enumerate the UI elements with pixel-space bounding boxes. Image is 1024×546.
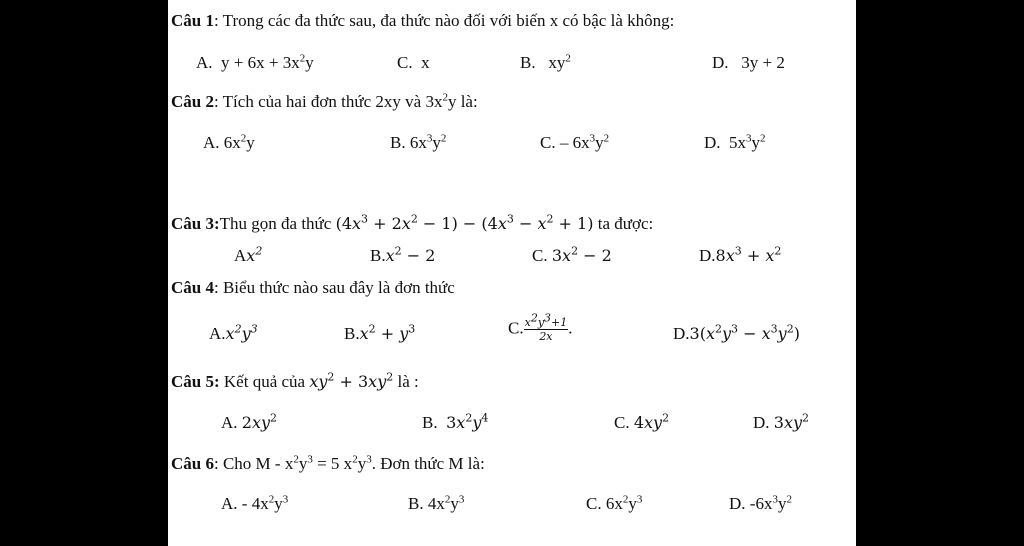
sum-expression: $xy^2 + 3xy^2$ — [309, 370, 394, 391]
option-expr: $3x^2y^4$ — [446, 411, 489, 432]
option-5a: A. $2xy^2$ — [221, 411, 278, 432]
option-1d: D. 3y + 2 — [712, 53, 785, 72]
option-expr: $3x^2 - 2$ — [551, 244, 612, 265]
option-4d: $D.3(x^2y^3 - x^3y^2)$ — [673, 322, 800, 343]
option-3d: $D.8x^3 + x^2$ — [699, 244, 782, 265]
question-6: Câu 6: Cho $M - x^2y^3 = 5$ $x^2y^3$. Đơn thức M là: — [171, 453, 485, 473]
question-label: Câu 2 — [171, 92, 214, 111]
option-expr: $2xy^2$ — [241, 411, 278, 432]
option-expr: – $6x^3y^2$ — [559, 132, 610, 152]
option-2a: A. $6x^2y$ — [203, 132, 255, 152]
question-4: Câu 4: Biểu thức nào sau đây là đơn thức — [171, 278, 455, 297]
option-expr: $x^2y^3$ — [225, 322, 258, 343]
option-expr: $3xy^2$ — [773, 411, 810, 432]
option-2d: D. $5x^3y^2$ — [704, 132, 766, 152]
option-4c: C. $\frac{x^2y^3+1}{2x}$ . — [508, 311, 573, 343]
document-page — [168, 0, 856, 546]
option-3a: Ax$^2$ — [234, 244, 263, 265]
question-1: Câu 1: Trong các đa thức sau, đa thức nào đối với biến x có bậc là không: — [171, 11, 675, 30]
question-5: Câu 5: Kết quả của $xy^2 + 3xy^2$ là : — [171, 370, 419, 391]
option-expr: $x^2$ — [246, 244, 263, 265]
option-5c: C. $4xy^2$ — [614, 411, 670, 432]
option-expr: $y + 6x + 3x^2y$ — [221, 52, 314, 72]
option-6c: C. $6x^2y^3$ — [586, 493, 643, 513]
option-expr: $8x^3 + x^2$ — [715, 244, 782, 265]
option-expr: x — [421, 53, 430, 72]
question-label: Câu 6 — [171, 454, 214, 473]
question-label: Câu 1 — [171, 11, 214, 30]
question-label: Câu 3 — [171, 214, 214, 233]
option-6b: B. $4x^2y^3$ — [408, 493, 465, 513]
option-expr: $x^2 - 2$ — [385, 244, 436, 265]
option-2c: C. – $6x^3y^2$ — [540, 132, 610, 152]
question-2: Câu 2: Tích của hai đơn thức 2xy và $3x^2y$ là: — [171, 91, 478, 111]
option-5d: D. $3xy^2$ — [753, 411, 810, 432]
question-3: Câu 3:Thu gọn đa thức $(4x^3 + 2x^2 - 1) - (4x^3 - x^2 + 1)$ ta được: — [171, 212, 654, 233]
question-label: Câu 4 — [171, 278, 214, 297]
question-text: Trong các đa thức sau, đa thức nào đối với biến x có bậc là không: — [218, 11, 675, 30]
option-6a: A. - $4x^2y^3$ — [221, 493, 289, 513]
option-expr: $6x^2y^3$ — [605, 493, 643, 513]
equation-expression: $x^2y^3 = 5$ $x^2y^3$ — [284, 453, 372, 473]
option-expr: 3y + 2 — [741, 53, 785, 72]
option-2b: B. $6x^3y^2$ — [390, 132, 447, 152]
option-expr: $xy^2$ — [548, 52, 571, 72]
option-expr: $6x^3y^2$ — [409, 132, 447, 152]
option-expr: $5x^3y^2$ — [729, 132, 766, 152]
option-expr: - $4x^2y^3$ — [241, 493, 289, 513]
option-expr: $4xy^2$ — [633, 411, 670, 432]
option-5b: B. $3x^2y^4$ — [422, 411, 489, 432]
option-1b: B. $xy^2$ — [520, 52, 571, 72]
option-expr: $4x^2y^3$ — [427, 493, 465, 513]
option-1a: A. $y + 6x + 3x^2y$ — [196, 52, 314, 72]
option-3b: $B.x^2 - 2$ — [370, 244, 436, 265]
question-label: Câu 5 — [171, 372, 214, 391]
polynomial-expression: $(4x^3 + 2x^2 - 1) - (4x^3 - x^2 + 1)$ — [335, 212, 594, 233]
option-expr: $-6x^3y^2$ — [749, 493, 792, 513]
option-expr: $x^2 + y^3$ — [359, 322, 416, 343]
option-4b: $B.x^2 + y^3$ — [344, 322, 416, 343]
option-6d: D. $-6x^3y^2$ — [729, 493, 792, 513]
question-text: Biểu thức nào sau đây là đơn thức — [218, 278, 455, 297]
option-1c: C. x — [397, 53, 430, 72]
option-3c: C. $3x^2 - 2$ — [532, 244, 612, 265]
option-expr-fraction: $\frac{x^2y^3+1}{2x}$ — [524, 311, 568, 343]
option-expr: $6x^2y$ — [223, 132, 255, 152]
option-expr: $3(x^2y^3 - x^3y^2)$ — [689, 322, 800, 343]
option-4a: $A.x^2y^3$ — [209, 322, 258, 343]
